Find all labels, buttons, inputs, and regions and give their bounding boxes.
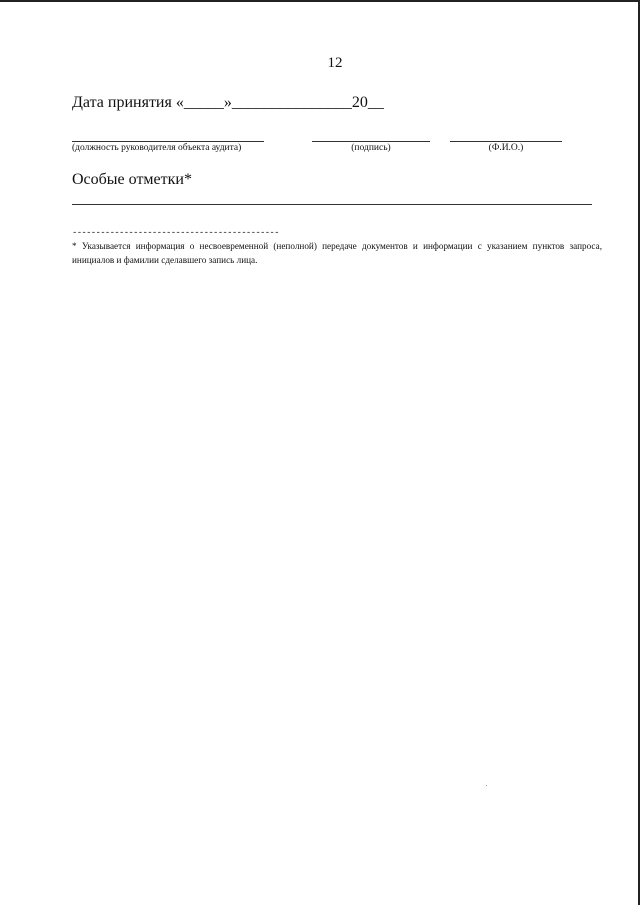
- acceptance-date: Дата принятия «_____»_______________20__: [72, 94, 384, 111]
- signature-line: [312, 141, 430, 142]
- footnote-text: * Указывается информация о несвоевременной (неполной) передаче документов и информации с указанием пунктов запроса, инициалов и фамилии сделавшего запись лица.: [72, 241, 602, 265]
- special-notes-line: [72, 204, 592, 205]
- signature-caption: (подпись): [351, 143, 391, 153]
- page-number: 12: [327, 55, 343, 71]
- name-signature-line: [450, 141, 562, 142]
- footnote-separator: --------------------------------------------: [72, 228, 279, 238]
- scan-speck: [486, 785, 487, 786]
- position-signature-line: [72, 141, 264, 142]
- position-caption: (должность руководителя объекта аудита): [72, 143, 242, 153]
- special-notes-heading: Особые отметки*: [72, 171, 192, 188]
- name-caption: (Ф.И.О.): [488, 143, 524, 153]
- scan-top-edge: [0, 0, 640, 2]
